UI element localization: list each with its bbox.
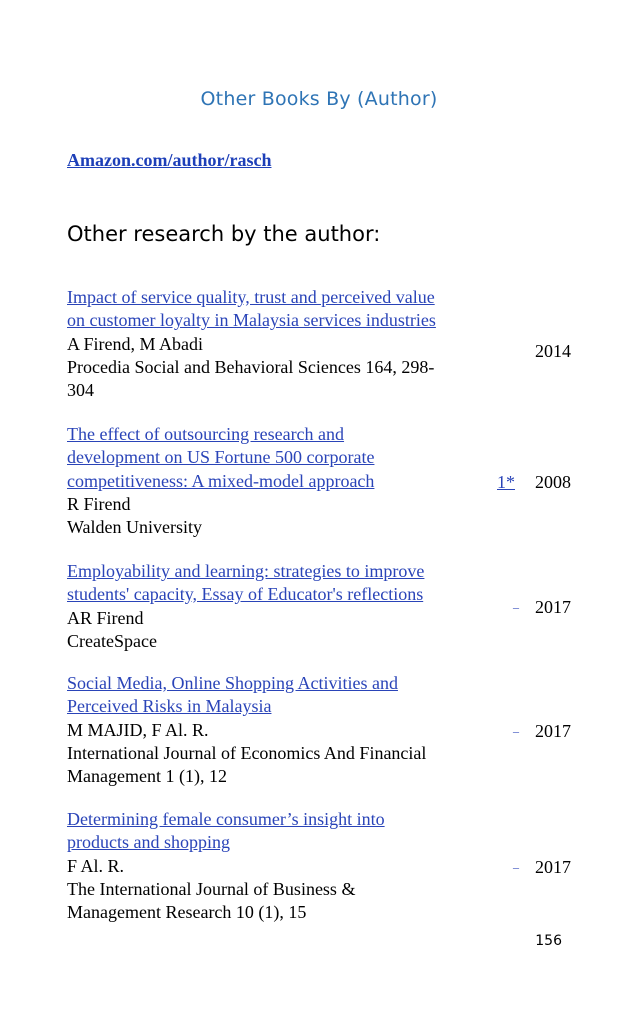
entry-year: 2017 [535, 597, 571, 617]
entry-title-line: Impact of service quality, trust and perceived value [67, 287, 435, 307]
entry-title-line: students' capacity, Essay of Educator's reflections [67, 584, 424, 605]
entry-authors: M MAJID, F Al. R. [67, 719, 209, 740]
entry-title-link[interactable] [67, 808, 507, 855]
entry-year: 2017 [535, 721, 571, 741]
entry-title-line: The effect of outsourcing research and [67, 424, 345, 444]
entry-source: Management Research 10 (1), 15 [67, 902, 307, 923]
entry-cited-placeholder: _ [513, 720, 519, 734]
entry-title-link[interactable] [67, 560, 507, 607]
entry-title-line: development on US Fortune 500 corporate [67, 447, 375, 468]
entry-title-line: Determining female consumer’s insight into [67, 809, 385, 829]
author-amazon-link[interactable]: Amazon.com/author/rasch [67, 150, 272, 170]
research-heading: Other research by the author: [67, 222, 381, 246]
research-entry [67, 808, 575, 924]
entry-title-link[interactable] [67, 672, 507, 719]
research-entry [67, 286, 575, 402]
entry-authors: AR Firend [67, 607, 144, 628]
entry-year: 2017 [535, 857, 571, 877]
entry-authors: R Firend [67, 493, 131, 514]
entry-year: 2014 [535, 341, 571, 361]
entry-cited-placeholder: _ [513, 856, 519, 870]
research-entry [67, 560, 575, 653]
page-number: 156 [535, 933, 562, 949]
entry-title-line: Perceived Risks in Malaysia [67, 696, 272, 717]
entry-cited-placeholder: _ [513, 596, 519, 610]
entry-authors: A Firend, M Abadi [67, 333, 204, 354]
entry-source: Procedia Social and Behavioral Sciences 164, 298- [67, 356, 435, 377]
entry-source: International Journal of Economics And Financial [67, 742, 427, 763]
entry-title-link[interactable] [67, 286, 507, 333]
entry-authors: F Al. R. [67, 855, 125, 876]
entry-source: CreateSpace [67, 630, 157, 651]
research-entry [67, 423, 575, 539]
entry-source: Walden University [67, 517, 203, 538]
entry-source: 304 [67, 380, 94, 401]
entry-source: Management 1 (1), 12 [67, 766, 227, 787]
page-heading: Other Books By (Author) [200, 88, 438, 110]
entry-title-line: products and shopping [67, 832, 230, 853]
entry-cited-by-link[interactable]: 1* [497, 472, 515, 492]
entry-title-line: Employability and learning: strategies to improve [67, 561, 425, 581]
entry-year: 2008 [535, 472, 571, 492]
research-entry [67, 672, 575, 788]
entry-source: The International Journal of Business & [67, 878, 356, 899]
entry-title-line: Social Media, Online Shopping Activities and [67, 673, 398, 693]
entry-title-line: on customer loyalty in Malaysia services industries [67, 310, 436, 331]
entry-title-line: competitiveness: A mixed-model approach [67, 470, 375, 491]
entry-title-link[interactable] [67, 423, 507, 493]
